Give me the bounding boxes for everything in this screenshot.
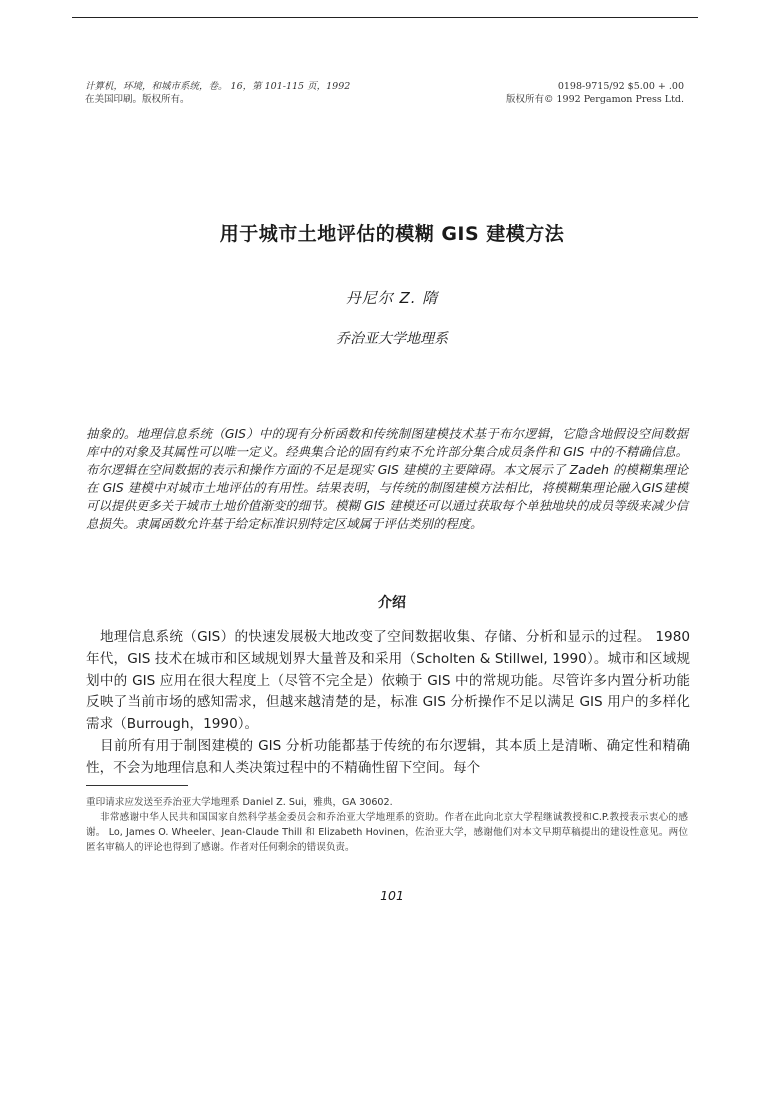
paper-title: 用于城市土地评估的模糊 GIS 建模方法 (219, 223, 565, 245)
footnotes (86, 795, 688, 855)
body-text (86, 627, 690, 780)
journal-line: 计算机，环境，和城市系统，卷。 16，第 101-115 页，1992 (85, 81, 351, 92)
abstract: 抽象的。地理信息系统（GIS）中的现有分析函数和传统制图建模技术基于布尔逻辑，它隐含地假设空间数据库中的对象及其属性可以唯一定义。经典集合论的固有约束不允许部分集合成员条件和 GIS 中的不精确信息。布尔逻辑在空间数据的表示和操作方面的不足是现实 GIS 建模的主要障碍。本文展示了 Zadeh 的模糊集理论在 GIS 建模中对城市土地评估的有用性。结果表明，与传统的制图建模方法相比，将模糊集理论融入GIS建模可以提供更多关于城市土地价值渐变的细节。模糊 GIS 建模还可以通过获取每个单独地块的成员等级来减少信息损失。隶属函数允许基于给定标准识别特定区域属于评估类别的程度。 (86, 426, 688, 531)
price-line: 0198-9715/92 $5.00 + .00 (557, 81, 684, 92)
copyright-block (424, 80, 684, 106)
page-number: 101 (380, 888, 404, 903)
body-paragraph-2: 目前所有用于制图建模的 GIS 分析功能都基于传统的布尔逻辑，其本质上是清晰、确定性和精确性，不会为地理信息和人类决策过程中的不精确性留下空间。每个 (86, 737, 690, 776)
top-rule (72, 17, 698, 18)
copyright-line: 版权所有© 1992 Pergamon Press Ltd. (505, 94, 684, 105)
footnote-reprint: 重印请求应发送至乔治亚大学地理系 Daniel Z. Sui，雅典，GA 30602. (86, 797, 393, 808)
footnote-acknowledgment: 非常感谢中华人民共和国国家自然科学基金委员会和乔治亚大学地理系的资助。作者在此向北京大学程继诚教授和C.P.教授表示衷心的感谢。 Lo, James O. Wheeler、Jean-Claude Thill 和 Elizabeth Hovinen，佐治亚大学，感谢他们对本文早期草稿提出的建设性意见。两位匿名审稿人的评论也得到了感谢。作者对任何剩余的错误负责。 (86, 812, 688, 853)
section-heading: 介绍 (378, 595, 406, 611)
journal-citation (85, 80, 465, 106)
footnote-rule (86, 785, 188, 786)
author-affiliation: 乔治亚大学地理系 (336, 331, 448, 347)
printed-line: 在美国印刷。版权所有。 (85, 94, 190, 105)
body-paragraph-1: 地理信息系统（GIS）的快速发展极大地改变了空间数据收集、存储、分析和显示的过程。 1980 年代，GIS 技术在城市和区域规划界大量普及和采用（Scholten & Stillwel, 1990）。城市和区域规划中的 GIS 应用在很大程度上（尽管不完全是）依赖于 GIS 中的常规功能。尽管许多内置分析功能反映了当前市场的感知需求，但越来越清楚的是，标准 GIS 分析操作不足以满足 GIS 用户的多样化需求（Burrough，1990）。 (86, 629, 690, 733)
author-name: 丹尼尔 Z. 隋 (345, 289, 439, 307)
